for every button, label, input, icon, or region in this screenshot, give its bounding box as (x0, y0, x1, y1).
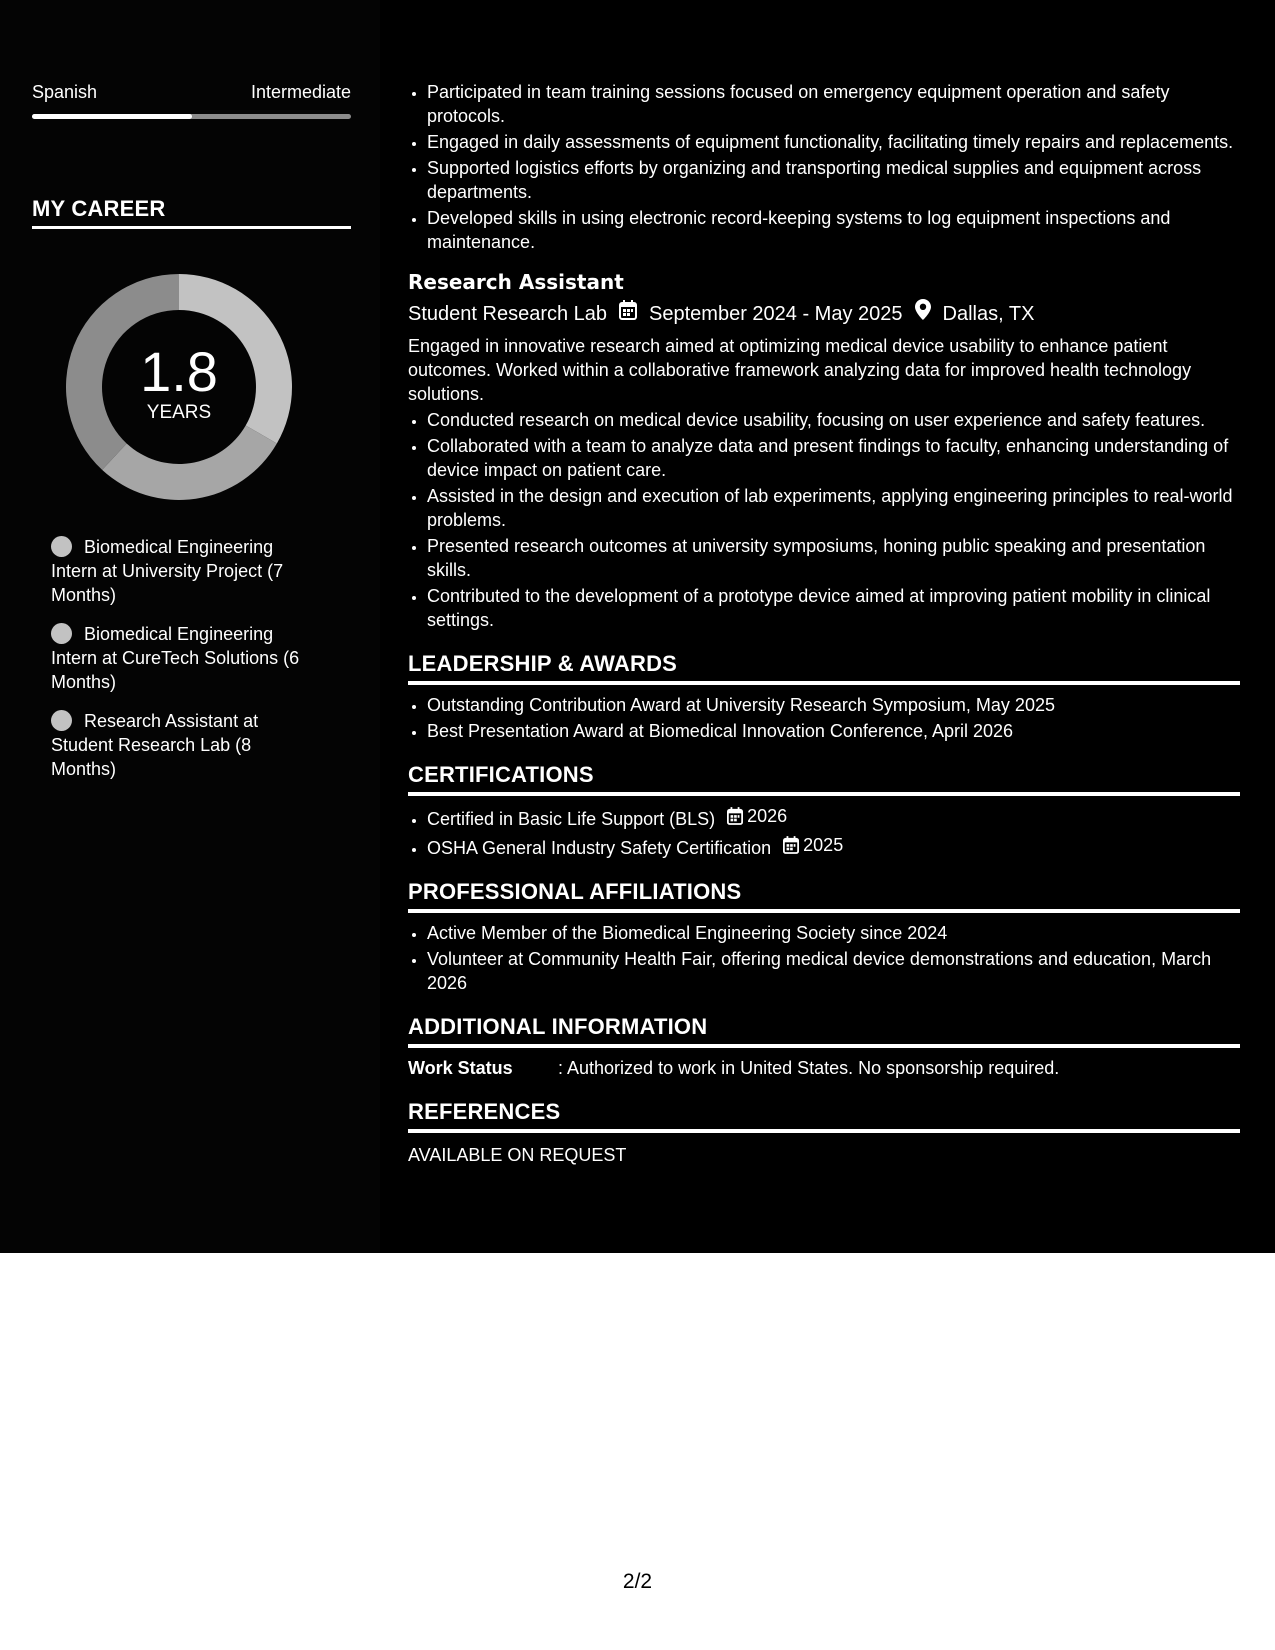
location-pin-icon (915, 299, 931, 328)
career-item-marker (51, 710, 72, 731)
language-proficiency-bar (32, 114, 351, 119)
leadership-list (408, 693, 1240, 743)
award-item: • Outstanding Contribution Award at University Research Symposium, May 2025 (427, 693, 1240, 717)
certification-item (427, 833, 1240, 860)
career-item (51, 535, 321, 607)
job-summary: Engaged in innovative research aimed at optimizing medical device usability to enhance patient outcomes. Worked within a collaborative framework analyzing data for improved health technology solutions. (408, 336, 1192, 404)
sidebar (0, 0, 380, 1253)
certification-year-text: 2026 (747, 806, 788, 826)
career-item (51, 622, 321, 694)
certification-item (427, 804, 1240, 831)
language-name: Spanish (32, 82, 98, 102)
bullet-item: • Assisted in the design and execution of lab experiments, applying engineering principles to real-world problems. (427, 484, 1240, 532)
bullet-item: • Presented research outcomes at university symposiums, honing public speaking and presentation skills. (427, 534, 1240, 582)
career-heading: MY CAREER (32, 196, 351, 229)
calendar-icon (783, 836, 799, 854)
bullet-item: • Participated in team training sessions focused on emergency equipment operation and safety protocols. (427, 80, 1240, 128)
certifications-heading: CERTIFICATIONS (408, 761, 1240, 796)
job-org: Student Research Lab (408, 302, 608, 325)
affiliations-heading: PROFESSIONAL AFFILIATIONS (408, 878, 1240, 913)
job-location: Dallas, TX (942, 302, 1035, 325)
career-item-label: Biomedical Engineering Intern at University Project (7 Months) (51, 537, 284, 605)
bullet-item: • Supported logistics efforts by organizing and transporting medical supplies and equipment across departments. (427, 156, 1240, 204)
calendar-icon (727, 807, 743, 825)
bullet-item: • Collaborated with a team to analyze data and present findings to faculty, enhancing understanding of device impact on patient care. (427, 434, 1240, 482)
certification-name: Certified in Basic Life Support (BLS) (427, 809, 716, 829)
career-item-marker (51, 536, 72, 557)
bullet-item: • Engaged in daily assessments of equipment functionality, facilitating timely repairs and replacements. (427, 130, 1240, 154)
award-item: • Best Presentation Award at Biomedical Innovation Conference, April 2026 (427, 719, 1240, 743)
language-proficiency-fill (32, 114, 192, 119)
bullet-item: • Contributed to the development of a prototype device aimed at improving patient mobility in clinical settings. (427, 584, 1240, 632)
job-meta (408, 299, 1240, 328)
career-list (51, 535, 321, 796)
additional-info-heading: ADDITIONAL INFORMATION (408, 1013, 1240, 1048)
previous-job-bullets (408, 80, 1240, 254)
career-total-value: 1.8 (140, 340, 218, 403)
work-status-row (408, 1056, 1240, 1080)
work-status-label: Work Status (408, 1058, 513, 1078)
career-item-label: Research Assistant at Student Research Lab (8 Months) (51, 711, 259, 779)
bullet-item: • Conducted research on medical device usability, focusing on user experience and safety features. (427, 408, 1240, 432)
language-row (32, 82, 351, 104)
certification-year-text: 2025 (803, 835, 844, 855)
career-total-unit: YEARS (146, 402, 212, 423)
language-level: Intermediate (250, 82, 351, 102)
job-bullets (408, 408, 1240, 632)
certification-year (727, 804, 787, 828)
main-content (408, 0, 1240, 1167)
career-item (51, 709, 321, 781)
career-item-marker (51, 623, 72, 644)
certification-year (783, 833, 843, 857)
bullet-item: • Developed skills in using electronic record-keeping systems to log equipment inspections and maintenance. (427, 206, 1240, 254)
work-status-value: : Authorized to work in United States. No sponsorship required. (558, 1058, 1060, 1078)
job-title: Research Assistant (408, 270, 624, 294)
certification-name: OSHA General Industry Safety Certification (427, 838, 772, 858)
references-heading: REFERENCES (408, 1098, 1240, 1133)
certifications-list (408, 804, 1240, 860)
references-text: AVAILABLE ON REQUEST (408, 1145, 627, 1165)
job-dates: September 2024 - May 2025 (649, 302, 903, 325)
calendar-icon (619, 300, 637, 328)
leadership-heading: LEADERSHIP & AWARDS (408, 650, 1240, 685)
page-number: 2/2 (622, 1570, 653, 1593)
affiliation-item: • Active Member of the Biomedical Engineering Society since 2024 (427, 921, 1240, 945)
affiliation-item: • Volunteer at Community Health Fair, offering medical device demonstrations and education, March 2026 (427, 947, 1240, 995)
career-total (66, 274, 292, 500)
career-item-label: Biomedical Engineering Intern at CureTech Solutions (6 Months) (51, 624, 300, 692)
affiliations-list (408, 921, 1240, 995)
